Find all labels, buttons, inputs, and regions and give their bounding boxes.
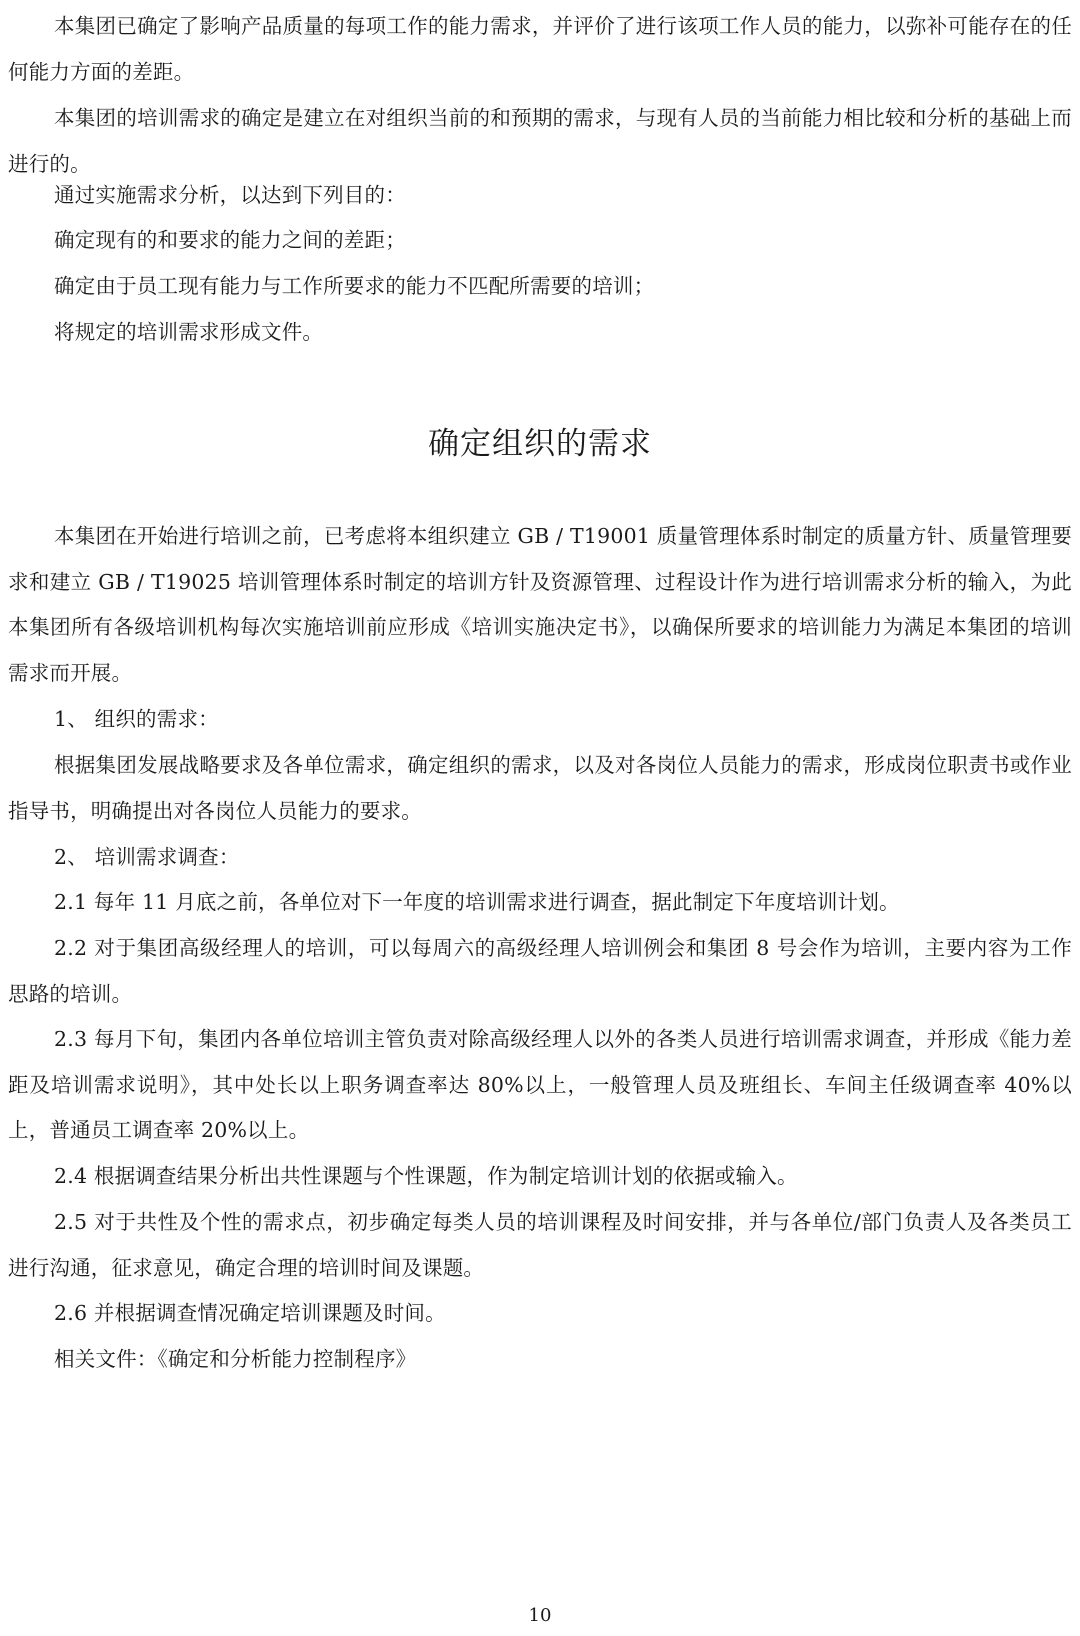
heading-training-survey: 2、 培训需求调查：	[54, 845, 240, 869]
paragraph-survey-2-6: 2.6 并根据调查情况确定培训课题及时间。	[54, 1301, 446, 1325]
paragraph-training-needs-basis: 本集团的培训需求的确定是建立在对组织当前的和预期的需求，与现有人员的当前能力相比较和分析的基础上而进行的。	[8, 106, 1072, 176]
list-item-capability-gap: 确定现有的和要求的能力之间的差距；	[54, 228, 406, 252]
paragraph-analysis-purpose: 通过实施需求分析，以达到下列目的：	[54, 183, 406, 207]
paragraph-survey-2-3: 2.3 每月下旬，集团内各单位培训主管负责对除高级经理人以外的各类人员进行培训需求调查，并形成《能力差距及培训需求说明》，其中处长以上职务调查率达 80%以上，一般管理人员及班组长、车间主任级调查率 40%以上，普通员工调查率 20%以上。	[8, 1027, 1072, 1143]
paragraph-survey-2-2: 2.2 对于集团高级经理人的培训，可以每周六的高级经理人培训例会和集团 8 号会作为培训，主要内容为工作思路的培训。	[8, 936, 1072, 1006]
page-number: 10	[528, 1605, 552, 1626]
paragraph-survey-2-5: 2.5 对于共性及个性的需求点，初步确定每类人员的培训课程及时间安排，并与各单位/部门负责人及各类员工进行沟通，征求意见，确定合理的培训时间及课题。	[8, 1210, 1072, 1280]
paragraph-related-documents: 相关文件：《确定和分析能力控制程序》	[54, 1347, 417, 1371]
paragraph-survey-2-4: 2.4 根据调查结果分析出共性课题与个性课题，作为制定培训计划的依据或输入。	[54, 1164, 798, 1188]
heading-organization-needs: 1、 组织的需求：	[54, 707, 219, 731]
paragraph-survey-2-1: 2.1 每年 11 月底之前，各单位对下一年度的培训需求进行调查，据此制定下年度培训计划。	[54, 890, 900, 914]
section-title: 确定组织的需求	[428, 426, 652, 462]
list-item-mismatch-training: 确定由于员工现有能力与工作所要求的能力不匹配所需要的培训；	[54, 274, 655, 298]
paragraph-organization-needs: 根据集团发展战略要求及各单位需求，确定组织的需求，以及对各岗位人员能力的需求，形成岗位职责书或作业指导书，明确提出对各岗位人员能力的要求。	[8, 753, 1072, 823]
paragraph-capability-requirements: 本集团已确定了影响产品质量的每项工作的能力需求，并评价了进行该项工作人员的能力，以弥补可能存在的任何能力方面的差距。	[8, 14, 1072, 84]
paragraph-section-intro: 本集团在开始进行培训之前，已考虑将本组织建立 GB / T19001 质量管理体系时制定的质量方针、质量管理要求和建立 GB / T19025 培训管理体系时制定的培训方针及资源管理、过程设计作为进行培训需求分析的输入，为此本集团所有各级培训机构每次实施培训前应形成《培训实施决定书》，以确保所要求的培训能力为满足本集团的培训需求而开展。	[8, 524, 1072, 685]
list-item-document-needs: 将规定的培训需求形成文件。	[54, 320, 324, 344]
